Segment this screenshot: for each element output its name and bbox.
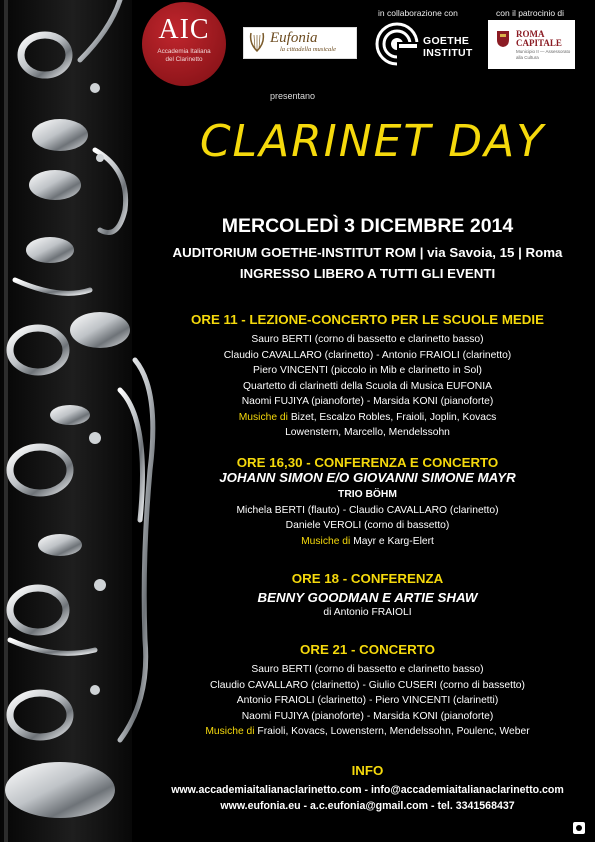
performer-line: Sauro BERTI (corno di bassetto e clarinetto basso) [251,334,484,345]
roma-line1: ROMA [516,29,545,39]
goethe-line2: INSTITUT [423,47,473,59]
music-line [155,724,580,740]
section-title: ORE 18 - CONFERENZA [291,571,444,586]
aic-monogram: AIC [158,14,210,45]
performer-line: Naomi FUJIYA (pianoforte) - Marsida KONI (pianoforte) [241,396,494,407]
event-date: MERCOLEDÌ 3 DICEMBRE 2014 [221,215,514,237]
music-line [155,534,580,550]
goethe-logo-mark [375,22,419,66]
eufonia-logo [243,27,357,59]
section-ore-11 [155,312,580,441]
section-title: ORE 16,30 - CONFERENZA E CONCERTO [236,455,499,470]
performer-line: Sauro BERTI (corno di bassetto e clarinetto basso) [251,664,484,675]
section-title: ORE 21 - CONCERTO [300,642,435,657]
info-websites-line: www.accademiaitalianaclarinetto.com - info@accademiaitalianaclarinetto.com [171,784,564,796]
music-label: Musiche di [238,411,288,423]
aic-logo [142,2,226,86]
section-title: ORE 11 - LEZIONE-CONCERTO PER LE SCUOLE MEDIE [191,312,544,327]
aic-caption-line1: Accademia Italiana [157,48,211,55]
aic-caption-line2: del Clarinetto [165,56,203,63]
music-line-cont: Lowenstern, Marcello, Mendelssohn [285,427,450,438]
performer-line: Daniele VEROLI (corno di bassetto) [285,520,450,531]
performer-line: Michela BERTI (flauto) - Claudio CAVALLARO (clarinetto) [236,504,499,516]
ensemble-name: TRIO BÖHM [338,489,397,500]
presentano-label: presentano [270,91,316,101]
section-subtitle: JOHANN SIMON E/O GIOVANNI SIMONE MAYR [219,470,516,485]
info-section [155,763,580,814]
performer-line: Naomi FUJIYA (pianoforte) - Marsida KONI (pianoforte) [241,710,494,722]
eufonia-tagline: la cittadella musicale [280,46,336,53]
music-line [155,410,580,426]
event-venue: AUDITORIUM GOETHE-INSTITUT ROM | via Savoia, 15 | Roma [172,245,563,260]
performer-line: Antonio FRAIOLI (clarinetto) - Piero VINCENTI (clarinetti) [236,695,499,706]
performer-line: Claudio CAVALLARO (clarinetto) - Antonio FRAIOLI (clarinetto) [223,349,512,361]
collaboration-label: in collaborazione con [378,8,458,18]
patronage-label: con il patrocinio di [496,8,565,18]
music-label: Musiche di [301,535,351,547]
roma-crest-icon [496,30,510,48]
music-composers: Fraioli, Kovacs, Lowenstern, Mendelssohn, Poulenc, Weber [254,726,530,737]
info-title: INFO [351,763,384,778]
info-contacts-line: www.eufonia.eu - a.c.eufonia@gmail.com - tel. 3341568437 [220,800,515,812]
roma-capitale-logo [488,20,575,69]
music-label: Musiche di [205,726,255,737]
goethe-logo [375,22,475,67]
section-ore-18 [155,571,580,621]
section-byline: di Antonio FRAIOLI [323,607,412,618]
section-subtitle: BENNY GOODMAN E ARTIE SHAW [257,590,478,605]
performer-line: Claudio CAVALLARO (clarinetto) - Giulio CUSERI (corno di bassetto) [210,679,525,691]
performer-line: Quartetto di clarinetti della Scuola di Musica EUFONIA [243,380,492,392]
roma-line2: CAPITALE [516,38,562,48]
music-composers: Mayr e Karg-Elert [350,535,434,547]
event-title: CLARINET DAY [199,116,546,167]
performer-line: Piero VINCENTI (piccolo in Mib e clarinetto in Sol) [253,365,482,376]
music-composers: Bizet, Escalzo Robles, Fraioli, Joplin, Kovacs [287,411,497,423]
roma-sub: Municipio II — Assessorato alla Cultura [516,49,571,60]
event-entry: INGRESSO LIBERO A TUTTI GLI EVENTI [239,266,496,281]
section-ore-21 [155,642,580,740]
section-ore-16-30 [155,455,580,549]
goethe-line1: GOETHE [423,35,470,47]
eufonia-name: Eufonia [270,30,318,46]
corner-icon [573,822,585,834]
eufonia-lyre-icon [248,31,266,55]
